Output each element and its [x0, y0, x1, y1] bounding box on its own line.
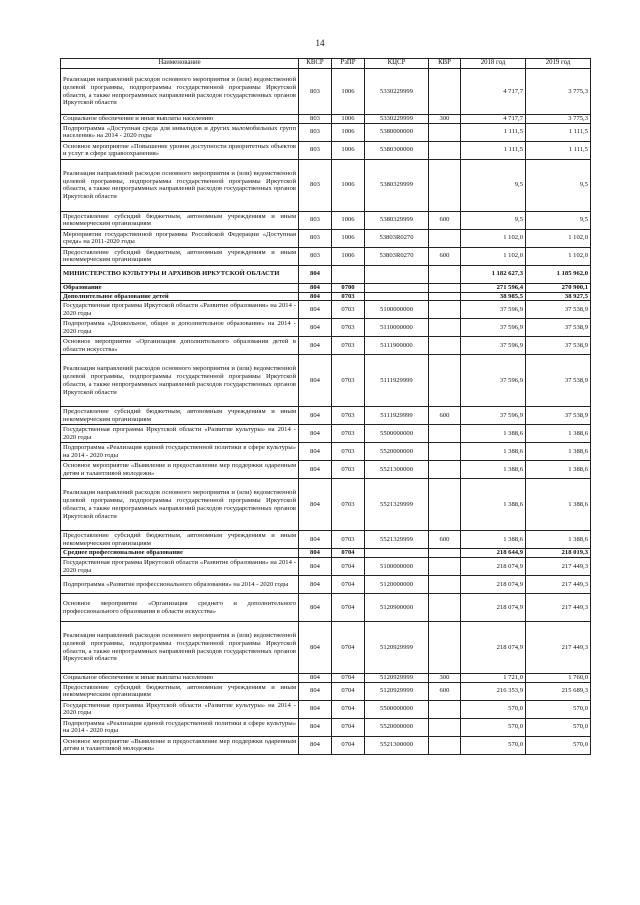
row-kvr-cell: [429, 700, 461, 718]
table-row: [61, 115, 591, 124]
row-kcsr-cell: [365, 265, 429, 283]
row-rzpr-cell: 1006: [332, 115, 365, 124]
row-name-cell: Подпрограмма «Реализация единой государственной политики в сфере культуры» на 2014 - 2020 годы: [61, 718, 299, 736]
row-kcsr-cell: 5330229999: [365, 69, 429, 115]
row-kvsr-cell: 803: [299, 141, 332, 159]
row-kvsr-cell: 804: [299, 558, 332, 576]
row-kvsr-cell: 804: [299, 283, 332, 292]
row-kvr-cell: [429, 425, 461, 443]
row-kvsr-cell: 804: [299, 337, 332, 355]
row-kvr-cell: [429, 229, 461, 247]
row-2018-cell: 218 074,9: [461, 576, 526, 594]
table-row: [61, 123, 591, 141]
table-row: [61, 141, 591, 159]
row-kcsr-cell: 5521329999: [365, 531, 429, 549]
row-kcsr-cell: 5521329999: [365, 479, 429, 531]
row-kcsr-cell: 5500000000: [365, 425, 429, 443]
row-kcsr-cell: 5111929999: [365, 355, 429, 407]
table-row: [61, 407, 591, 425]
row-2019-cell: 37 538,9: [526, 301, 591, 319]
row-kvsr-cell: 804: [299, 461, 332, 479]
row-kvsr-cell: 803: [299, 211, 332, 229]
row-kvsr-cell: 804: [299, 622, 332, 674]
row-2019-cell: 1 102,0: [526, 247, 591, 265]
row-2019-cell: 1 760,0: [526, 674, 591, 683]
row-2019-cell: 9,5: [526, 159, 591, 211]
row-kcsr-cell: 5100000000: [365, 558, 429, 576]
row-2019-cell: 270 900,1: [526, 283, 591, 292]
row-2018-cell: 1 102,0: [461, 247, 526, 265]
row-kvr-cell: [429, 69, 461, 115]
row-kvr-cell: [429, 292, 461, 301]
table-row: [61, 159, 591, 211]
row-2018-cell: 1 721,0: [461, 674, 526, 683]
row-kvsr-cell: 804: [299, 292, 332, 301]
table-row: [61, 674, 591, 683]
row-name-cell: Предоставление субсидий бюджетным, автономным учреждениям и иным некоммерческим организациям: [61, 407, 299, 425]
table-row: [61, 319, 591, 337]
row-2018-cell: 218 644,9: [461, 549, 526, 558]
row-name-cell: Подпрограмма «Реализация единой государственной политики в сфере культуры» на 2014 - 2020 годы: [61, 443, 299, 461]
row-2019-cell: 37 538,9: [526, 337, 591, 355]
row-rzpr-cell: 1006: [332, 229, 365, 247]
row-name-cell: Государственная программа Иркутской области «Развитие образования» на 2014 - 2020 годы: [61, 301, 299, 319]
row-kvsr-cell: 804: [299, 531, 332, 549]
row-kvsr-cell: 804: [299, 425, 332, 443]
row-kvr-cell: 600: [429, 407, 461, 425]
row-kvsr-cell: 804: [299, 674, 332, 683]
row-name-cell: Государственная программа Иркутской области «Развитие образования» на 2014 - 2020 годы: [61, 558, 299, 576]
row-2019-cell: 217 449,3: [526, 558, 591, 576]
table-row: [61, 301, 591, 319]
header-kvsr: КВСР: [299, 59, 332, 69]
row-2019-cell: 570,0: [526, 718, 591, 736]
row-kvsr-cell: 803: [299, 159, 332, 211]
row-name-cell: Основное мероприятие «Организация среднего и дополнительного профессионального образования в области искусства»: [61, 594, 299, 622]
row-rzpr-cell: 0704: [332, 594, 365, 622]
row-name-cell: Предоставление субсидий бюджетным, автономным учреждениям и иным некоммерческим организациям: [61, 247, 299, 265]
header-kvr: КВР: [429, 59, 461, 69]
row-rzpr-cell: 0704: [332, 558, 365, 576]
row-2018-cell: 570,0: [461, 700, 526, 718]
row-name-cell: Предоставление субсидий бюджетным, автономным учреждениям и иным некоммерческим организациям: [61, 211, 299, 229]
row-name-cell: Подпрограмма «Развитие профессионального образования» на 2014 - 2020 годы: [61, 576, 299, 594]
row-kcsr-cell: 5380300000: [365, 141, 429, 159]
row-kvr-cell: [429, 355, 461, 407]
row-rzpr-cell: 1006: [332, 69, 365, 115]
row-2018-cell: 37 596,9: [461, 407, 526, 425]
row-rzpr-cell: 0703: [332, 443, 365, 461]
row-kvr-cell: [429, 576, 461, 594]
table-row: [61, 549, 591, 558]
row-name-cell: Реализация направлений расходов основного мероприятия и (или) ведомственной целевой программы, подпрограммы государственной программы Иркутской области, а также непрограммных направлений расходов государственных органов Иркутской области: [61, 622, 299, 674]
row-kcsr-cell: 5111900000: [365, 337, 429, 355]
row-2019-cell: 1 102,0: [526, 229, 591, 247]
row-name-cell: Основное мероприятие «Повышение уровня доступности приоритетных объектов и услуг в сфере здравоохранения»: [61, 141, 299, 159]
row-rzpr-cell: 0703: [332, 531, 365, 549]
table-row: [61, 558, 591, 576]
row-2018-cell: 1 111,5: [461, 141, 526, 159]
row-kvr-cell: 600: [429, 247, 461, 265]
row-kvr-cell: 600: [429, 531, 461, 549]
row-kcsr-cell: 5120000000: [365, 576, 429, 594]
row-kcsr-cell: 5120929999: [365, 682, 429, 700]
row-kvr-cell: [429, 479, 461, 531]
row-kvsr-cell: 804: [299, 301, 332, 319]
row-name-cell: Мероприятия государственной программы Российской Федерации «Доступная среда» на 2011-2020 годы: [61, 229, 299, 247]
table-row: [61, 461, 591, 479]
row-rzpr-cell: 0704: [332, 576, 365, 594]
row-kvsr-cell: 804: [299, 265, 332, 283]
row-2019-cell: 1 111,5: [526, 141, 591, 159]
row-2018-cell: 9,5: [461, 159, 526, 211]
row-kvr-cell: [429, 337, 461, 355]
table-row: [61, 247, 591, 265]
row-2018-cell: 1 182 627,3: [461, 265, 526, 283]
table-row: [61, 718, 591, 736]
row-kvr-cell: [429, 123, 461, 141]
row-kvsr-cell: 803: [299, 115, 332, 124]
header-2019: 2019 год: [526, 59, 591, 69]
table-row: [61, 531, 591, 549]
row-kvsr-cell: 803: [299, 247, 332, 265]
table-row: [61, 337, 591, 355]
table-row: [61, 292, 591, 301]
row-2019-cell: 37 538,9: [526, 355, 591, 407]
row-2018-cell: 1 102,0: [461, 229, 526, 247]
header-kcsr: КЦСР: [365, 59, 429, 69]
row-rzpr-cell: 0703: [332, 355, 365, 407]
row-2019-cell: 217 449,3: [526, 622, 591, 674]
row-rzpr-cell: 0703: [332, 319, 365, 337]
row-kcsr-cell: 5380329999: [365, 159, 429, 211]
row-2018-cell: 4 717,7: [461, 115, 526, 124]
row-kvr-cell: [429, 283, 461, 292]
row-kvr-cell: [429, 718, 461, 736]
row-2019-cell: 218 019,3: [526, 549, 591, 558]
row-rzpr-cell: 0703: [332, 337, 365, 355]
row-2018-cell: 271 596,4: [461, 283, 526, 292]
row-2019-cell: 38 927,5: [526, 292, 591, 301]
row-2019-cell: 570,0: [526, 736, 591, 754]
table-row: [61, 594, 591, 622]
row-2018-cell: 216 353,9: [461, 682, 526, 700]
row-kvsr-cell: 804: [299, 682, 332, 700]
row-2019-cell: 1 111,5: [526, 123, 591, 141]
row-rzpr-cell: 0700: [332, 283, 365, 292]
row-2019-cell: 217 449,3: [526, 594, 591, 622]
row-rzpr-cell: 0704: [332, 718, 365, 736]
row-kcsr-cell: 5120929999: [365, 622, 429, 674]
row-rzpr-cell: [332, 265, 365, 283]
row-rzpr-cell: 0703: [332, 479, 365, 531]
row-2018-cell: 37 596,9: [461, 355, 526, 407]
row-rzpr-cell: 0704: [332, 549, 365, 558]
table-row: [61, 425, 591, 443]
row-kcsr-cell: 5100000000: [365, 301, 429, 319]
row-rzpr-cell: 0704: [332, 700, 365, 718]
row-2018-cell: 37 596,9: [461, 337, 526, 355]
row-kvsr-cell: 804: [299, 549, 332, 558]
row-name-cell: Государственная программа Иркутской области «Развитие культуры» на 2014 - 2020 годы: [61, 425, 299, 443]
row-kvsr-cell: 804: [299, 407, 332, 425]
row-2018-cell: 1 111,5: [461, 123, 526, 141]
row-2018-cell: 4 717,7: [461, 69, 526, 115]
row-kvsr-cell: 804: [299, 736, 332, 754]
row-rzpr-cell: 0704: [332, 682, 365, 700]
row-name-cell: Основное мероприятие «Выявление и предоставление мер поддержки одаренным детям и талантливой молодежи»: [61, 736, 299, 754]
row-name-cell: Предоставление субсидий бюджетным, автономным учреждениям и иным некоммерческим организациям: [61, 682, 299, 700]
row-kvsr-cell: 804: [299, 355, 332, 407]
table-row: [61, 479, 591, 531]
row-rzpr-cell: 0704: [332, 736, 365, 754]
row-kvr-cell: 600: [429, 211, 461, 229]
row-2019-cell: 1 185 962,0: [526, 265, 591, 283]
row-name-cell: Предоставление субсидий бюджетным, автономным учреждениям и иным некоммерческим организациям: [61, 531, 299, 549]
row-2018-cell: 218 074,9: [461, 594, 526, 622]
row-kvsr-cell: 804: [299, 700, 332, 718]
row-2019-cell: 215 689,3: [526, 682, 591, 700]
budget-table: [60, 58, 591, 755]
row-kcsr-cell: [365, 549, 429, 558]
row-name-cell: Основное мероприятие «Организация дополнительного образования детей в области искусства»: [61, 337, 299, 355]
row-kcsr-cell: 53803R0270: [365, 229, 429, 247]
row-name-cell: Реализация направлений расходов основного мероприятия и (или) ведомственной целевой программы, подпрограммы государственной программы Иркутской области, а также непрограммных направлений расходов государственных органов Иркутской области: [61, 355, 299, 407]
row-rzpr-cell: 0703: [332, 461, 365, 479]
row-kvr-cell: [429, 443, 461, 461]
row-2019-cell: 1 388,6: [526, 425, 591, 443]
row-kcsr-cell: [365, 283, 429, 292]
row-kvr-cell: [429, 461, 461, 479]
row-name-cell: Основное мероприятие «Выявление и предоставление мер поддержки одаренным детям и талантливой молодежи»: [61, 461, 299, 479]
row-2018-cell: 1 388,6: [461, 461, 526, 479]
row-kvr-cell: 300: [429, 674, 461, 683]
row-kvsr-cell: 804: [299, 479, 332, 531]
row-kcsr-cell: 5120900000: [365, 594, 429, 622]
table-row: [61, 229, 591, 247]
row-2019-cell: 37 538,9: [526, 407, 591, 425]
row-2018-cell: 218 074,9: [461, 558, 526, 576]
row-kvr-cell: [429, 594, 461, 622]
row-kvsr-cell: 804: [299, 443, 332, 461]
row-kcsr-cell: [365, 292, 429, 301]
row-2018-cell: 570,0: [461, 718, 526, 736]
table-row: [61, 682, 591, 700]
row-2019-cell: 1 388,6: [526, 443, 591, 461]
row-2018-cell: 570,0: [461, 736, 526, 754]
table-header-row: [61, 59, 591, 69]
row-rzpr-cell: 1006: [332, 247, 365, 265]
row-2018-cell: 1 388,6: [461, 443, 526, 461]
row-2019-cell: 570,0: [526, 700, 591, 718]
page-number: 14: [315, 38, 325, 48]
row-rzpr-cell: 1006: [332, 159, 365, 211]
row-2019-cell: 217 449,3: [526, 576, 591, 594]
row-name-cell: Социальное обеспечение и иные выплаты населению: [61, 674, 299, 683]
row-2018-cell: 37 596,9: [461, 319, 526, 337]
row-kcsr-cell: 5330229999: [365, 115, 429, 124]
table-row: [61, 283, 591, 292]
table-row: [61, 736, 591, 754]
row-name-cell: Подпрограмма «Дошкольное, общее и дополнительное образование» на 2014 - 2020 годы: [61, 319, 299, 337]
table-row: [61, 355, 591, 407]
row-kvr-cell: [429, 319, 461, 337]
row-kcsr-cell: 5521300000: [365, 736, 429, 754]
row-kvr-cell: [429, 141, 461, 159]
row-2018-cell: 38 985,5: [461, 292, 526, 301]
row-name-cell: Среднее профессиональное образование: [61, 549, 299, 558]
row-kvr-cell: [429, 301, 461, 319]
row-2018-cell: 1 388,6: [461, 531, 526, 549]
row-kvsr-cell: 804: [299, 319, 332, 337]
row-kvsr-cell: 803: [299, 229, 332, 247]
row-rzpr-cell: 0704: [332, 622, 365, 674]
row-kvsr-cell: 804: [299, 576, 332, 594]
table-row: [61, 443, 591, 461]
row-name-cell: Реализация направлений расходов основного мероприятия и (или) ведомственной целевой программы, подпрограммы государственной программы Иркутской области, а также непрограммных направлений расходов государственных органов Иркутской области: [61, 159, 299, 211]
table-row: [61, 576, 591, 594]
row-2018-cell: 9,5: [461, 211, 526, 229]
row-name-cell: Подпрограмма «Доступная среда для инвалидов и других маломобильных групп населения» на 2014 - 2020 годы: [61, 123, 299, 141]
row-kvr-cell: 600: [429, 682, 461, 700]
row-kcsr-cell: 5120929999: [365, 674, 429, 683]
row-kvsr-cell: 804: [299, 718, 332, 736]
table-row: [61, 622, 591, 674]
row-name-cell: Социальное обеспечение и иные выплаты населению: [61, 115, 299, 124]
row-2019-cell: 1 388,6: [526, 479, 591, 531]
row-kvr-cell: [429, 265, 461, 283]
row-kcsr-cell: 5500000000: [365, 700, 429, 718]
row-kvr-cell: [429, 622, 461, 674]
row-kcsr-cell: 5520000000: [365, 443, 429, 461]
row-kvr-cell: [429, 549, 461, 558]
header-rzpr: РзПР: [332, 59, 365, 69]
row-kvr-cell: [429, 558, 461, 576]
row-kvsr-cell: 803: [299, 123, 332, 141]
row-kvr-cell: 300: [429, 115, 461, 124]
row-2019-cell: 3 775,3: [526, 115, 591, 124]
row-rzpr-cell: 0703: [332, 425, 365, 443]
table-body: [61, 69, 591, 755]
row-rzpr-cell: 0704: [332, 674, 365, 683]
row-rzpr-cell: 0703: [332, 301, 365, 319]
table-row: [61, 265, 591, 283]
row-rzpr-cell: 1006: [332, 123, 365, 141]
row-kcsr-cell: 5520000000: [365, 718, 429, 736]
row-2019-cell: 37 538,9: [526, 319, 591, 337]
row-kcsr-cell: 5110000000: [365, 319, 429, 337]
row-rzpr-cell: 1006: [332, 141, 365, 159]
row-2019-cell: 1 388,6: [526, 531, 591, 549]
row-name-cell: Реализация направлений расходов основного мероприятия и (или) ведомственной целевой программы, подпрограммы государственной программы Иркутской области, а также непрограммных направлений расходов государственных органов Иркутской области: [61, 69, 299, 115]
row-2018-cell: 37 596,9: [461, 301, 526, 319]
row-kvsr-cell: 803: [299, 69, 332, 115]
row-name-cell: Образование: [61, 283, 299, 292]
header-2018: 2018 год: [461, 59, 526, 69]
row-kcsr-cell: 5111929999: [365, 407, 429, 425]
row-kcsr-cell: 53803R0270: [365, 247, 429, 265]
row-rzpr-cell: 1006: [332, 211, 365, 229]
row-2019-cell: 1 388,6: [526, 461, 591, 479]
row-2018-cell: 218 074,9: [461, 622, 526, 674]
row-2019-cell: 3 775,3: [526, 69, 591, 115]
table-row: [61, 700, 591, 718]
row-kvr-cell: [429, 736, 461, 754]
row-name-cell: Реализация направлений расходов основного мероприятия и (или) ведомственной целевой программы, подпрограммы государственной программы Иркутской области, а также непрограммных направлений расходов государственных органов Иркутской области: [61, 479, 299, 531]
table-row: [61, 69, 591, 115]
row-name-cell: МИНИСТЕРСТВО КУЛЬТУРЫ И АРХИВОВ ИРКУТСКОЙ ОБЛАСТИ: [61, 265, 299, 283]
row-name-cell: Дополнительное образование детей: [61, 292, 299, 301]
row-rzpr-cell: 0703: [332, 407, 365, 425]
row-kvsr-cell: 804: [299, 594, 332, 622]
row-rzpr-cell: 0703: [332, 292, 365, 301]
row-kcsr-cell: 5380000000: [365, 123, 429, 141]
row-2018-cell: 1 388,6: [461, 425, 526, 443]
row-kcsr-cell: 5521300000: [365, 461, 429, 479]
table-row: [61, 211, 591, 229]
row-kcsr-cell: 5380329999: [365, 211, 429, 229]
row-name-cell: Государственная программа Иркутской области «Развитие культуры» на 2014 - 2020 годы: [61, 700, 299, 718]
header-name: Наименование: [61, 59, 299, 69]
row-2018-cell: 1 388,6: [461, 479, 526, 531]
row-kvr-cell: [429, 159, 461, 211]
row-2019-cell: 9,5: [526, 211, 591, 229]
